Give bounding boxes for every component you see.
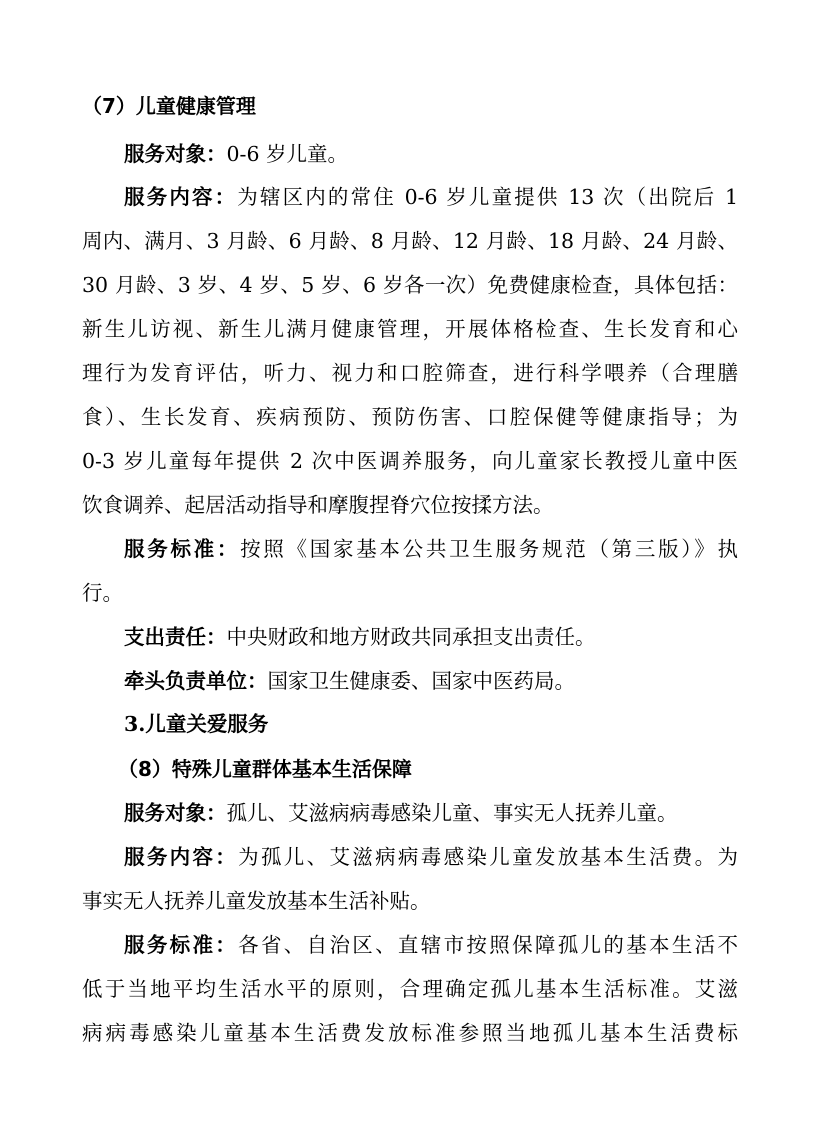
lead-text: 国家卫生健康委、国家中医药局。 (267, 669, 575, 693)
section-7-content-line-2: 周内、满月、3 月龄、6 月龄、8 月龄、12 月龄、18 月龄、24 月龄、 (82, 229, 738, 253)
section-8-content-line-2: 事实无人抚养儿童发放基本生活补贴。 (82, 889, 431, 913)
section-7-lead-unit (124, 666, 738, 696)
lead-label: 牵头负责单位： (124, 669, 268, 693)
section-8-content-line-1 (124, 842, 738, 872)
content-label: 服务内容： (124, 185, 238, 209)
section-7-heading: （7）儿童健康管理 (82, 94, 256, 118)
expense-text: 中央财政和地方财政共同承担支出责任。 (226, 625, 596, 649)
content-text: 为孤儿、艾滋病病毒感染儿童发放基本生活费。为 (238, 845, 739, 869)
subsection-3-heading: 3.儿童关爱服务 (124, 712, 269, 736)
standard-label: 服务标准： (124, 537, 241, 561)
section-8-heading: （8）特殊儿童群体基本生活保障 (118, 757, 412, 781)
section-7-content-line-4: 新生儿访视、新生儿满月健康管理，开展体格检查、生长发育和心 (82, 317, 738, 341)
section-7-standard-line-2: 行。 (82, 581, 123, 605)
section-7-content-line-1 (124, 182, 738, 212)
section-7-content-line-8: 饮食调养、起居活动指导和摩腹捏脊穴位按揉方法。 (82, 493, 554, 517)
expense-label: 支出责任： (124, 625, 227, 649)
target-label: 服务对象： (124, 142, 227, 166)
standard-text: 按照《国家基本公共卫生服务规范（第三版）》执 (240, 537, 739, 561)
section-7-content-line-6: 食）、生长发育、疾病预防、预防伤害、口腔保健等健康指导；为 (82, 405, 738, 429)
content-label: 服务内容： (124, 845, 239, 869)
section-7-content-line-7: 0-3 岁儿童每年提供 2 次中医调养服务，向儿童家长教授儿童中医 (82, 449, 738, 473)
section-8-standard-line-3: 病病毒感染儿童基本生活费发放标准参照当地孤儿基本生活费标 (82, 1021, 738, 1045)
section-7-content-line-5: 理行为发育评估，听力、视力和口腔筛查，进行科学喂养（合理膳 (82, 361, 738, 385)
target-text: 0-6 岁儿童。 (226, 142, 349, 166)
standard-text: 各省、自治区、直辖市按照保障孤儿的基本生活不 (238, 933, 739, 957)
section-7-target (124, 139, 738, 169)
section-8-target (124, 798, 738, 828)
section-7-content-line-3: 30 月龄、3 岁、4 岁、5 岁、6 岁各一次）免费健康检查，具体包括： (82, 273, 738, 297)
section-8-standard-line-2: 低于当地平均生活水平的原则，合理确定孤儿基本生活标准。艾滋 (82, 977, 738, 1001)
content-text: 为辖区内的常住 0-6 岁儿童提供 13 次（出院后 1 (237, 185, 738, 209)
section-7-expense (124, 622, 738, 652)
target-text: 孤儿、艾滋病病毒感染儿童、事实无人抚养儿童。 (226, 801, 678, 825)
standard-label: 服务标准： (124, 933, 239, 957)
target-label: 服务对象： (124, 801, 227, 825)
section-7-standard-line-1 (124, 534, 738, 564)
section-8-standard-line-1 (124, 930, 738, 960)
